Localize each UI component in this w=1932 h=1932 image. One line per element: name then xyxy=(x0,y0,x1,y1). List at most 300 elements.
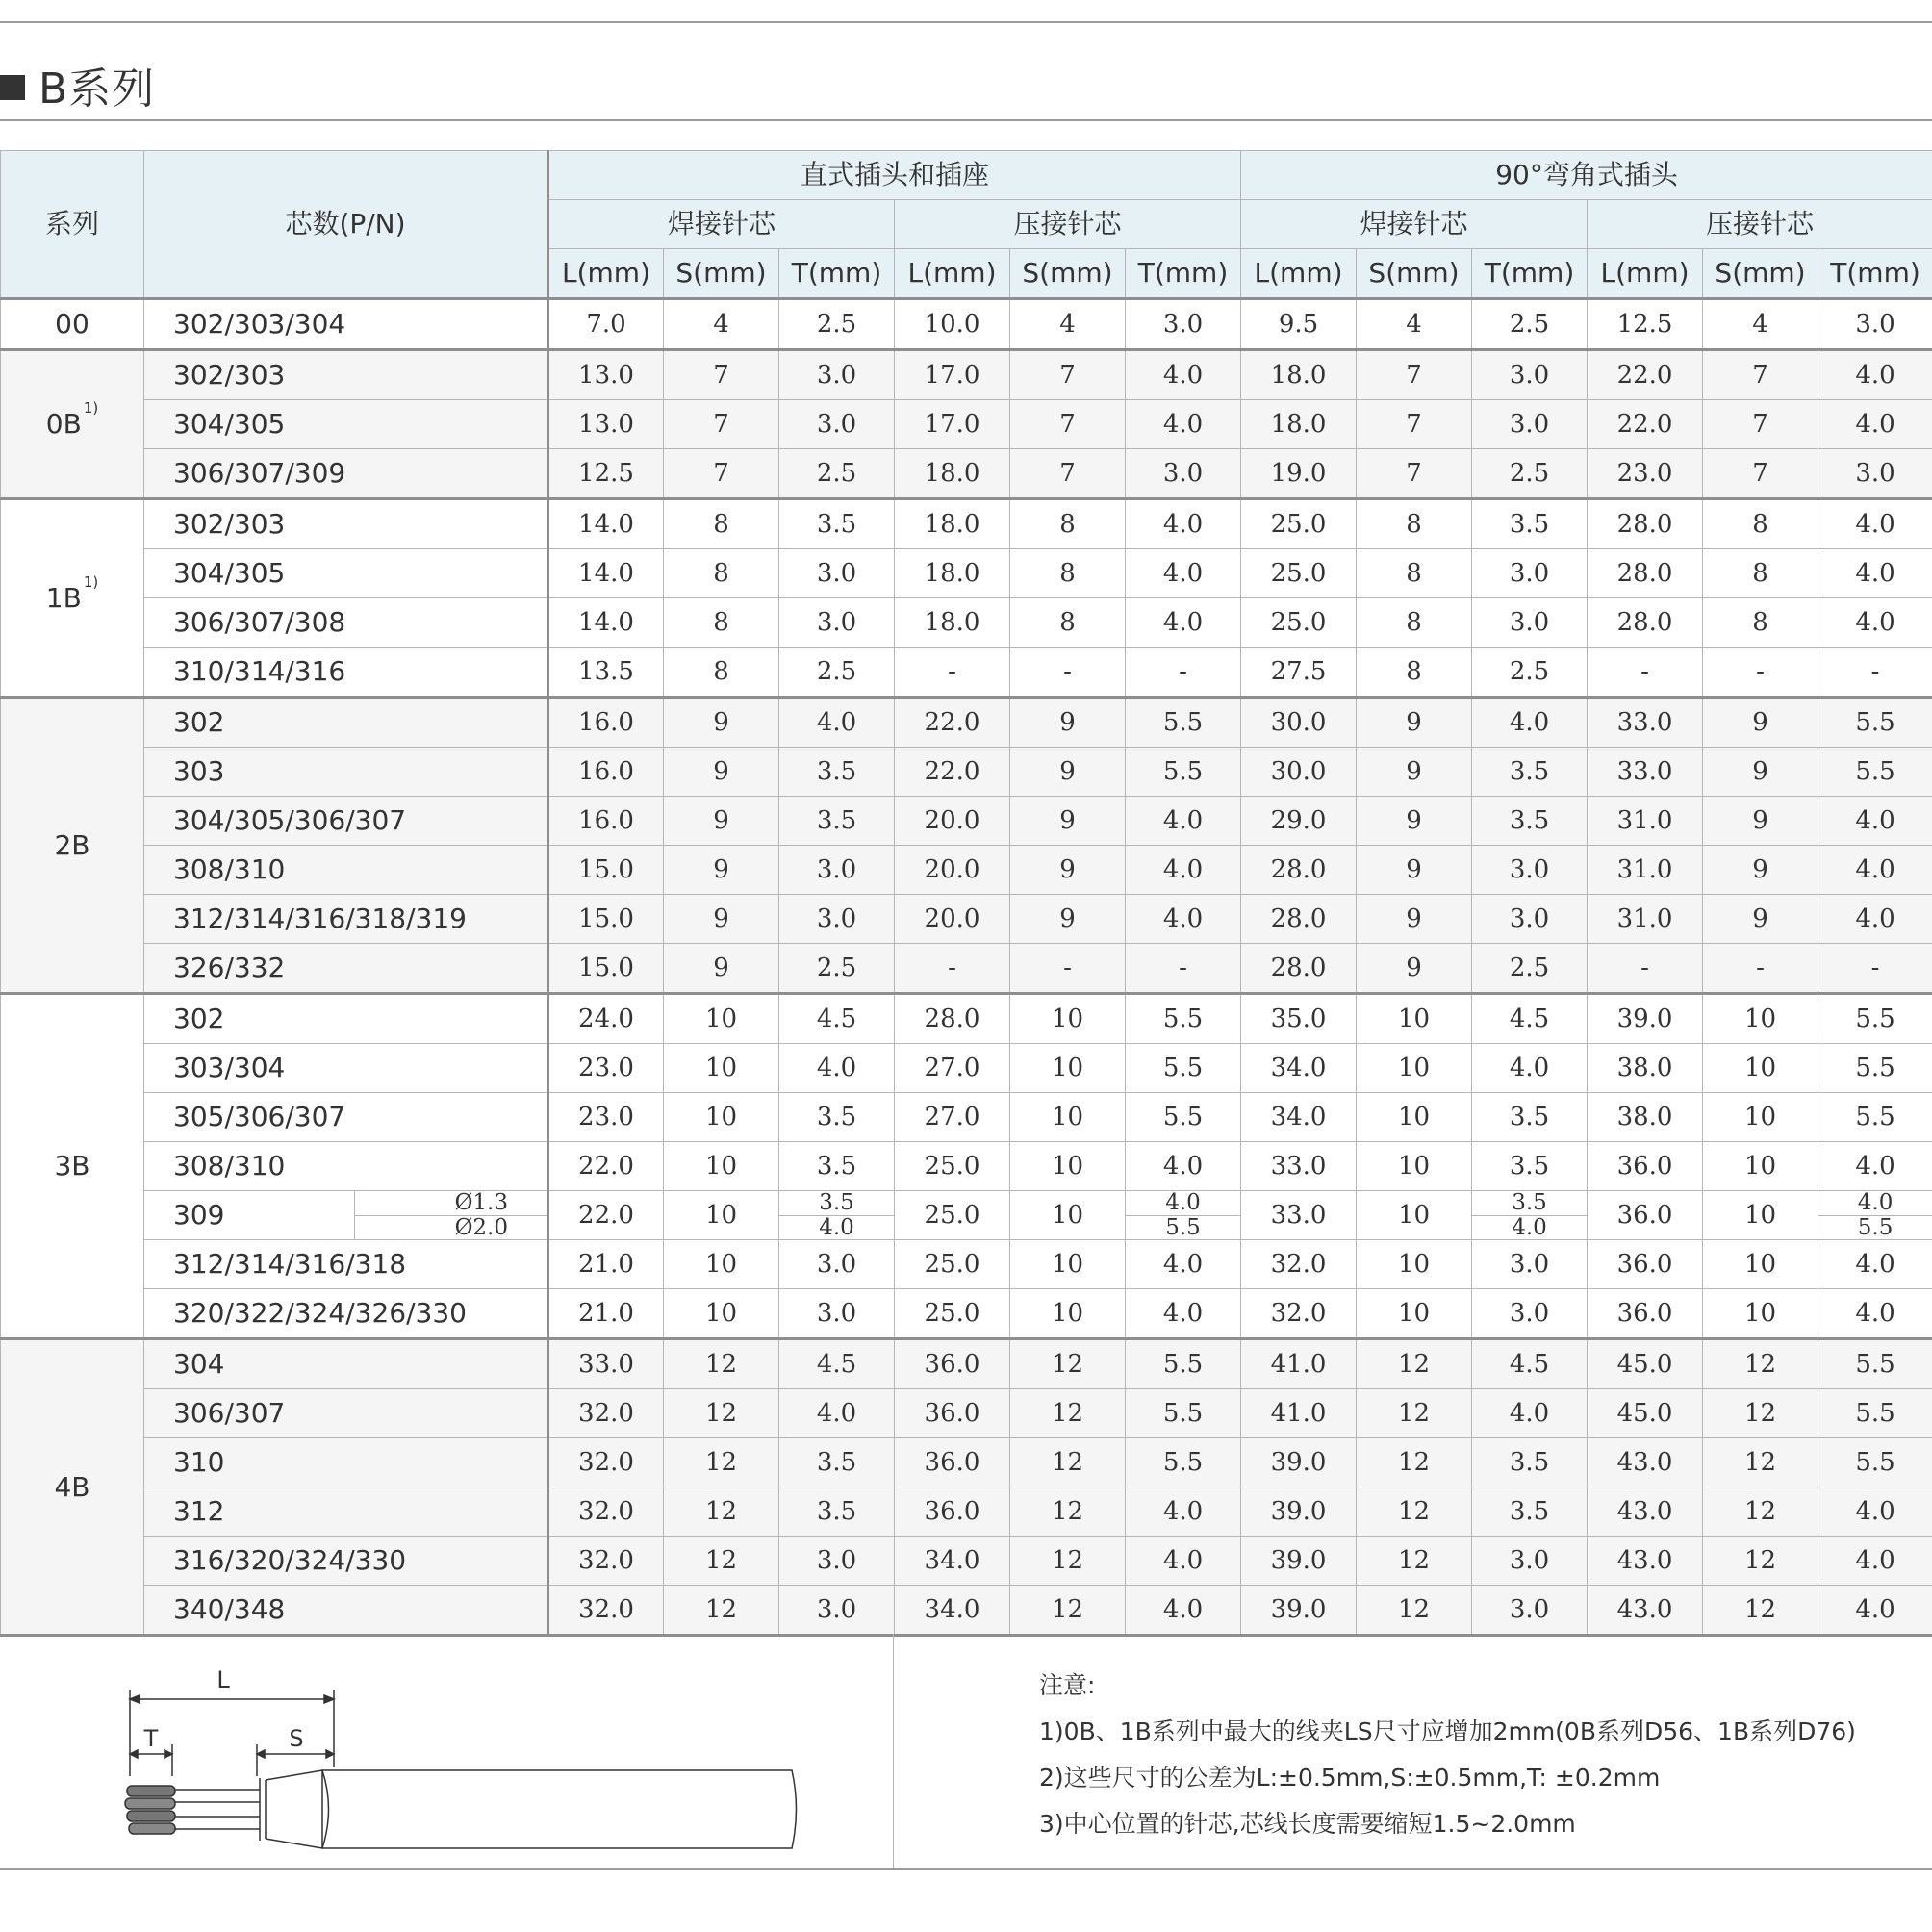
pn-cell: 310/314/316 xyxy=(144,648,548,698)
value-cell: 4.0 xyxy=(1126,499,1241,549)
value-cell: 4.0 xyxy=(1472,1044,1588,1093)
value-cell: 9 xyxy=(1010,797,1126,846)
value-cell: 4.0 xyxy=(1126,549,1241,598)
value-cell: 33.0 xyxy=(1588,698,1703,748)
table-row xyxy=(1,1339,1932,1389)
value-cell: 7 xyxy=(664,449,779,499)
table-row xyxy=(1,797,1932,846)
value-cell: 31.0 xyxy=(1588,797,1703,846)
table-row xyxy=(1,1389,1932,1438)
note-line: 3)中心位置的针芯,芯线长度需要缩短1.5~2.0mm xyxy=(1039,1810,1576,1838)
value-cell: 3.0 xyxy=(779,895,895,944)
table-row xyxy=(1,350,1932,400)
pn-cell: 308/310 xyxy=(144,846,548,895)
value-cell: 5.5 xyxy=(1126,698,1241,748)
value-cell: 7 xyxy=(1703,449,1818,499)
pn-cell: 304/305 xyxy=(144,549,548,598)
pn-cell: 340/348 xyxy=(144,1586,548,1636)
value-cell: - xyxy=(1818,944,1932,994)
value-cell: 20.0 xyxy=(895,846,1010,895)
value-cell: 15.0 xyxy=(548,846,664,895)
value-cell: 22.0 xyxy=(548,1191,664,1240)
th-straight: 直式插头和插座 xyxy=(548,151,1241,200)
value-cell: 12 xyxy=(1703,1438,1818,1487)
value-cell: 10 xyxy=(1357,1044,1472,1093)
value-cell: 39.0 xyxy=(1588,994,1703,1044)
split-value: 4.0 xyxy=(1512,1214,1547,1240)
value-cell: 10 xyxy=(1703,1093,1818,1142)
value-cell: 10 xyxy=(664,1093,779,1142)
pn-cell: 316/320/324/330 xyxy=(144,1537,548,1586)
value-cell: 9 xyxy=(1357,944,1472,994)
value-cell: 3.0 xyxy=(1472,549,1588,598)
value-cell: 12 xyxy=(1357,1586,1472,1636)
th-s: S(mm) xyxy=(1010,249,1126,299)
value-cell: 36.0 xyxy=(1588,1142,1703,1191)
value-cell: 8 xyxy=(1357,549,1472,598)
notes-block xyxy=(1039,1663,1856,1847)
value-cell: 3.0 xyxy=(1818,449,1932,499)
value-cell: 8 xyxy=(1357,648,1472,698)
table-head xyxy=(1,151,1932,299)
value-cell: 4.0 xyxy=(1126,1586,1241,1636)
value-cell: 12 xyxy=(1357,1339,1472,1389)
pn-cell: 312 xyxy=(144,1487,548,1537)
value-cell: 8 xyxy=(1357,499,1472,549)
value-cell: 13.0 xyxy=(548,350,664,400)
value-cell: 12 xyxy=(1357,1438,1472,1487)
value-cell: 4.0 xyxy=(1126,598,1241,648)
value-cell: 16.0 xyxy=(548,797,664,846)
value-cell: 32.0 xyxy=(548,1586,664,1636)
value-cell: 12 xyxy=(1357,1389,1472,1438)
value-cell: 39.0 xyxy=(1241,1586,1357,1636)
value-cell: 10 xyxy=(1703,1289,1818,1339)
table-row xyxy=(1,1289,1932,1339)
value-cell: 36.0 xyxy=(1588,1289,1703,1339)
value-cell: 3.0 xyxy=(1126,299,1241,350)
dim-l-label: L xyxy=(216,1666,230,1693)
value-cell xyxy=(1126,1191,1241,1240)
value-cell: 21.0 xyxy=(548,1289,664,1339)
value-cell: 9 xyxy=(1703,895,1818,944)
value-cell: 4.0 xyxy=(1818,549,1932,598)
table-row xyxy=(1,1438,1932,1487)
value-cell: 43.0 xyxy=(1588,1537,1703,1586)
value-cell: 36.0 xyxy=(895,1389,1010,1438)
value-cell: 3.0 xyxy=(779,846,895,895)
value-cell: 9 xyxy=(1357,748,1472,797)
th-pn: 芯数(P/N) xyxy=(144,151,548,299)
value-cell: 5.5 xyxy=(1126,1389,1241,1438)
value-cell: 15.0 xyxy=(548,895,664,944)
value-cell: 4.0 xyxy=(1818,1142,1932,1191)
value-cell: 22.0 xyxy=(1588,400,1703,449)
value-cell: 14.0 xyxy=(548,549,664,598)
value-cell: 20.0 xyxy=(895,797,1010,846)
value-cell: 2.5 xyxy=(779,299,895,350)
plug-drawing xyxy=(115,1653,808,1855)
value-cell: 25.0 xyxy=(895,1191,1010,1240)
value-cell: 30.0 xyxy=(1241,748,1357,797)
value-cell: 3.5 xyxy=(1472,499,1588,549)
value-cell: 8 xyxy=(1703,499,1818,549)
series-label: 2B xyxy=(54,828,90,861)
th-angle-solder: 焊接针芯 xyxy=(1241,200,1588,249)
table-row xyxy=(1,698,1932,748)
section-heading xyxy=(0,56,155,114)
th-s: S(mm) xyxy=(664,249,779,299)
pn-cell: 305/306/307 xyxy=(144,1093,548,1142)
value-cell: 4.0 xyxy=(1818,1487,1932,1537)
value-cell: 4.0 xyxy=(779,698,895,748)
value-cell: 22.0 xyxy=(895,698,1010,748)
value-cell: 9 xyxy=(1357,846,1472,895)
value-cell: 12 xyxy=(1703,1487,1818,1537)
value-cell: 7 xyxy=(1357,400,1472,449)
value-cell: 4.0 xyxy=(1126,350,1241,400)
value-cell: 10 xyxy=(1010,1044,1126,1093)
table-row xyxy=(1,748,1932,797)
value-cell: 10 xyxy=(1357,1142,1472,1191)
value-cell: 10 xyxy=(1357,1191,1472,1240)
value-cell: 28.0 xyxy=(1588,598,1703,648)
th-angle-crimp: 压接针芯 xyxy=(1588,200,1932,249)
value-cell: 20.0 xyxy=(895,895,1010,944)
pn-cell: 302/303 xyxy=(144,350,548,400)
value-cell: 2.5 xyxy=(1472,449,1588,499)
value-cell: 10 xyxy=(664,1240,779,1289)
th-l: L(mm) xyxy=(1588,249,1703,299)
value-cell: 4.0 xyxy=(779,1044,895,1093)
value-cell xyxy=(779,1191,895,1240)
pn-cell: 302/303 xyxy=(144,499,548,549)
value-cell: 12 xyxy=(1357,1537,1472,1586)
pn-cell: 306/307/309 xyxy=(144,449,548,499)
connector-diagram xyxy=(115,1653,808,1859)
panel-divider xyxy=(893,1634,894,1868)
value-cell: 41.0 xyxy=(1241,1339,1357,1389)
pn-cell: 306/307/308 xyxy=(144,598,548,648)
value-cell: 41.0 xyxy=(1241,1389,1357,1438)
value-cell: 5.5 xyxy=(1126,994,1241,1044)
value-cell: 10 xyxy=(1010,994,1126,1044)
th-l: L(mm) xyxy=(1241,249,1357,299)
value-cell: 23.0 xyxy=(548,1044,664,1093)
value-cell: 9 xyxy=(664,846,779,895)
value-cell: 5.5 xyxy=(1818,1438,1932,1487)
value-cell: 5.5 xyxy=(1818,1093,1932,1142)
value-cell: 22.0 xyxy=(895,748,1010,797)
value-cell: 18.0 xyxy=(895,499,1010,549)
value-cell: 10.0 xyxy=(895,299,1010,350)
value-cell: 3.5 xyxy=(1472,748,1588,797)
value-cell: 39.0 xyxy=(1241,1537,1357,1586)
value-cell: 4.0 xyxy=(1126,846,1241,895)
table-row xyxy=(1,994,1932,1044)
table-row xyxy=(1,1093,1932,1142)
table-row xyxy=(1,1487,1932,1537)
top-rule xyxy=(0,21,1932,23)
table-row xyxy=(1,944,1932,994)
value-cell: 9 xyxy=(664,895,779,944)
value-cell: 12 xyxy=(1010,1389,1126,1438)
value-cell: 34.0 xyxy=(895,1586,1010,1636)
th-s: S(mm) xyxy=(1357,249,1472,299)
value-cell: 3.0 xyxy=(779,1289,895,1339)
th-l: L(mm) xyxy=(895,249,1010,299)
value-cell: 27.0 xyxy=(895,1044,1010,1093)
value-cell: 29.0 xyxy=(1241,797,1357,846)
value-cell: 2.5 xyxy=(1472,648,1588,698)
series-label: 4B xyxy=(54,1470,90,1503)
value-cell: 5.5 xyxy=(1818,1339,1932,1389)
pn-cell: 303/304 xyxy=(144,1044,548,1093)
value-cell: 4.0 xyxy=(1818,1537,1932,1586)
th-t: T(mm) xyxy=(1818,249,1932,299)
value-cell: 4 xyxy=(1357,299,1472,350)
value-cell: 31.0 xyxy=(1588,846,1703,895)
value-cell: 36.0 xyxy=(1588,1191,1703,1240)
value-cell: 3.0 xyxy=(779,1586,895,1636)
value-cell: 14.0 xyxy=(548,499,664,549)
th-t: T(mm) xyxy=(1126,249,1241,299)
value-cell: 4.0 xyxy=(1472,698,1588,748)
value-cell: 10 xyxy=(1357,1093,1472,1142)
value-cell: 3.0 xyxy=(1472,598,1588,648)
value-cell: 4.0 xyxy=(1126,1487,1241,1537)
series-cell xyxy=(1,994,144,1339)
value-cell: 28.0 xyxy=(1241,895,1357,944)
value-cell: 3.5 xyxy=(1472,1438,1588,1487)
value-cell: 5.5 xyxy=(1818,1044,1932,1093)
diameter-value: Ø1.3 xyxy=(355,1191,547,1216)
value-cell: 3.0 xyxy=(779,1537,895,1586)
value-cell: 2.5 xyxy=(779,648,895,698)
value-cell: 28.0 xyxy=(1241,846,1357,895)
value-cell: 4.0 xyxy=(1818,1586,1932,1636)
value-cell: 7 xyxy=(1703,400,1818,449)
value-cell: 8 xyxy=(664,499,779,549)
table-row xyxy=(1,1191,1932,1240)
value-cell: 32.0 xyxy=(1241,1240,1357,1289)
value-cell: 8 xyxy=(1357,598,1472,648)
value-cell: 12 xyxy=(1703,1339,1818,1389)
value-cell: 8 xyxy=(1010,598,1126,648)
table-row xyxy=(1,549,1932,598)
table-row xyxy=(1,648,1932,698)
note-line: 1)0B、1B系列中最大的线夹LS尺寸应增加2mm(0B系列D56、1B系列D76) xyxy=(1039,1717,1856,1745)
value-cell: 34.0 xyxy=(895,1537,1010,1586)
value-cell: 9.5 xyxy=(1241,299,1357,350)
value-cell: 13.5 xyxy=(548,648,664,698)
value-cell: 32.0 xyxy=(548,1487,664,1537)
value-cell: 9 xyxy=(664,944,779,994)
table-row xyxy=(1,1586,1932,1636)
pn-cell: 310 xyxy=(144,1438,548,1487)
value-cell: 3.0 xyxy=(779,549,895,598)
value-cell: 2.5 xyxy=(1472,944,1588,994)
value-cell: 39.0 xyxy=(1241,1438,1357,1487)
value-cell: 9 xyxy=(664,698,779,748)
value-cell: 10 xyxy=(664,1289,779,1339)
value-cell: 36.0 xyxy=(895,1339,1010,1389)
series-label: 0B xyxy=(45,408,82,440)
value-cell: 32.0 xyxy=(548,1438,664,1487)
value-cell: 3.0 xyxy=(779,350,895,400)
value-cell: - xyxy=(1126,944,1241,994)
value-cell: 9 xyxy=(664,797,779,846)
value-cell: 12.5 xyxy=(548,449,664,499)
series-label: 1B xyxy=(45,581,82,614)
value-cell: 8 xyxy=(1010,499,1126,549)
value-cell: - xyxy=(1588,648,1703,698)
value-cell: 4.0 xyxy=(1818,350,1932,400)
value-cell: 17.0 xyxy=(895,350,1010,400)
value-cell: 4.0 xyxy=(1472,1389,1588,1438)
value-cell: 4.0 xyxy=(1126,400,1241,449)
value-cell: 12 xyxy=(664,1339,779,1389)
value-cell: 38.0 xyxy=(1588,1093,1703,1142)
table-row xyxy=(1,1142,1932,1191)
value-cell: 10 xyxy=(664,994,779,1044)
value-cell: 10 xyxy=(664,1142,779,1191)
table-row xyxy=(1,449,1932,499)
value-cell: 16.0 xyxy=(548,748,664,797)
pn-cell: 304/305/306/307 xyxy=(144,797,548,846)
value-cell: 3.5 xyxy=(779,1142,895,1191)
value-cell: 5.5 xyxy=(1126,1044,1241,1093)
value-cell: 2.5 xyxy=(779,944,895,994)
value-cell: 9 xyxy=(1357,895,1472,944)
value-cell: 5.5 xyxy=(1818,698,1932,748)
value-cell: 10 xyxy=(1010,1093,1126,1142)
value-cell: 43.0 xyxy=(1588,1586,1703,1636)
value-cell: 12 xyxy=(664,1389,779,1438)
value-cell: 12.5 xyxy=(1588,299,1703,350)
value-cell: 3.0 xyxy=(779,1240,895,1289)
value-cell: 12 xyxy=(664,1487,779,1537)
series-cell xyxy=(1,1339,144,1636)
value-cell: 3.5 xyxy=(779,797,895,846)
value-cell: 28.0 xyxy=(1241,944,1357,994)
value-cell: 4.0 xyxy=(1126,1240,1241,1289)
table-body xyxy=(1,299,1932,1636)
table-row xyxy=(1,846,1932,895)
series-label: 3B xyxy=(54,1150,90,1182)
value-cell: 12 xyxy=(1357,1487,1472,1537)
value-cell: 18.0 xyxy=(895,598,1010,648)
value-cell: 32.0 xyxy=(1241,1289,1357,1339)
value-cell: 7.0 xyxy=(548,299,664,350)
value-cell: 7 xyxy=(1010,350,1126,400)
series-cell xyxy=(1,698,144,994)
value-cell: 10 xyxy=(1010,1191,1126,1240)
heading-rule xyxy=(0,119,1932,121)
value-cell: 39.0 xyxy=(1241,1487,1357,1537)
value-cell: 34.0 xyxy=(1241,1093,1357,1142)
series-label: 00 xyxy=(55,308,89,340)
value-cell: 18.0 xyxy=(1241,350,1357,400)
footnote-mark: 1) xyxy=(83,572,99,591)
value-cell: 4.0 xyxy=(1818,895,1932,944)
value-cell: - xyxy=(895,944,1010,994)
value-cell: 3.0 xyxy=(1472,1586,1588,1636)
value-cell: 19.0 xyxy=(1241,449,1357,499)
value-cell: 8 xyxy=(664,598,779,648)
split-value: 4.0 xyxy=(819,1214,854,1240)
value-cell: 5.5 xyxy=(1126,1339,1241,1389)
value-cell: 4.0 xyxy=(1818,400,1932,449)
heading-square-icon xyxy=(0,75,25,100)
value-cell xyxy=(1818,1191,1932,1240)
value-cell: 23.0 xyxy=(1588,449,1703,499)
table-row xyxy=(1,1240,1932,1289)
value-cell: 5.5 xyxy=(1126,748,1241,797)
value-cell: 16.0 xyxy=(548,698,664,748)
value-cell: 21.0 xyxy=(548,1240,664,1289)
value-cell: 4.0 xyxy=(1818,846,1932,895)
value-cell: 3.0 xyxy=(1472,350,1588,400)
value-cell: 3.5 xyxy=(1472,797,1588,846)
table-row xyxy=(1,299,1932,350)
value-cell: 10 xyxy=(1010,1142,1126,1191)
series-cell xyxy=(1,299,144,350)
th-angle: 90°弯角式插头 xyxy=(1241,151,1932,200)
value-cell: 4.5 xyxy=(779,1339,895,1389)
value-cell: 3.5 xyxy=(779,1487,895,1537)
value-cell: 12 xyxy=(1703,1389,1818,1438)
value-cell: 4.0 xyxy=(779,1389,895,1438)
value-cell: 18.0 xyxy=(895,549,1010,598)
value-cell: - xyxy=(1010,648,1126,698)
pn-cell: 312/314/316/318/319 xyxy=(144,895,548,944)
table-row xyxy=(1,895,1932,944)
value-cell: 33.0 xyxy=(1241,1191,1357,1240)
notes-title: 注意: xyxy=(1039,1671,1096,1699)
value-cell: 4 xyxy=(1703,299,1818,350)
value-cell: 33.0 xyxy=(1241,1142,1357,1191)
pn-cell: 312/314/316/318 xyxy=(144,1240,548,1289)
value-cell: 28.0 xyxy=(1588,499,1703,549)
value-cell: 18.0 xyxy=(1241,400,1357,449)
value-cell: 7 xyxy=(1357,449,1472,499)
pn-cell: 326/332 xyxy=(144,944,548,994)
value-cell: - xyxy=(1126,648,1241,698)
value-cell: 4.0 xyxy=(1126,1142,1241,1191)
value-cell: 9 xyxy=(1357,698,1472,748)
value-cell: 4 xyxy=(664,299,779,350)
value-cell: 7 xyxy=(664,400,779,449)
value-cell: 10 xyxy=(1703,1191,1818,1240)
value-cell: 8 xyxy=(1010,549,1126,598)
value-cell: 31.0 xyxy=(1588,895,1703,944)
value-cell: 5.5 xyxy=(1818,994,1932,1044)
value-cell: - xyxy=(1703,648,1818,698)
value-cell: 10 xyxy=(1010,1240,1126,1289)
value-cell: - xyxy=(1818,648,1932,698)
th-series: 系列 xyxy=(1,151,144,299)
pn-cell: 302/303/304 xyxy=(144,299,548,350)
value-cell: 25.0 xyxy=(895,1289,1010,1339)
value-cell: 43.0 xyxy=(1588,1438,1703,1487)
value-cell: 10 xyxy=(1703,1240,1818,1289)
section-title: B系列 xyxy=(38,64,156,114)
value-cell: 10 xyxy=(1010,1289,1126,1339)
diameter-cell xyxy=(355,1191,548,1240)
value-cell: 32.0 xyxy=(548,1537,664,1586)
table-row xyxy=(1,499,1932,549)
